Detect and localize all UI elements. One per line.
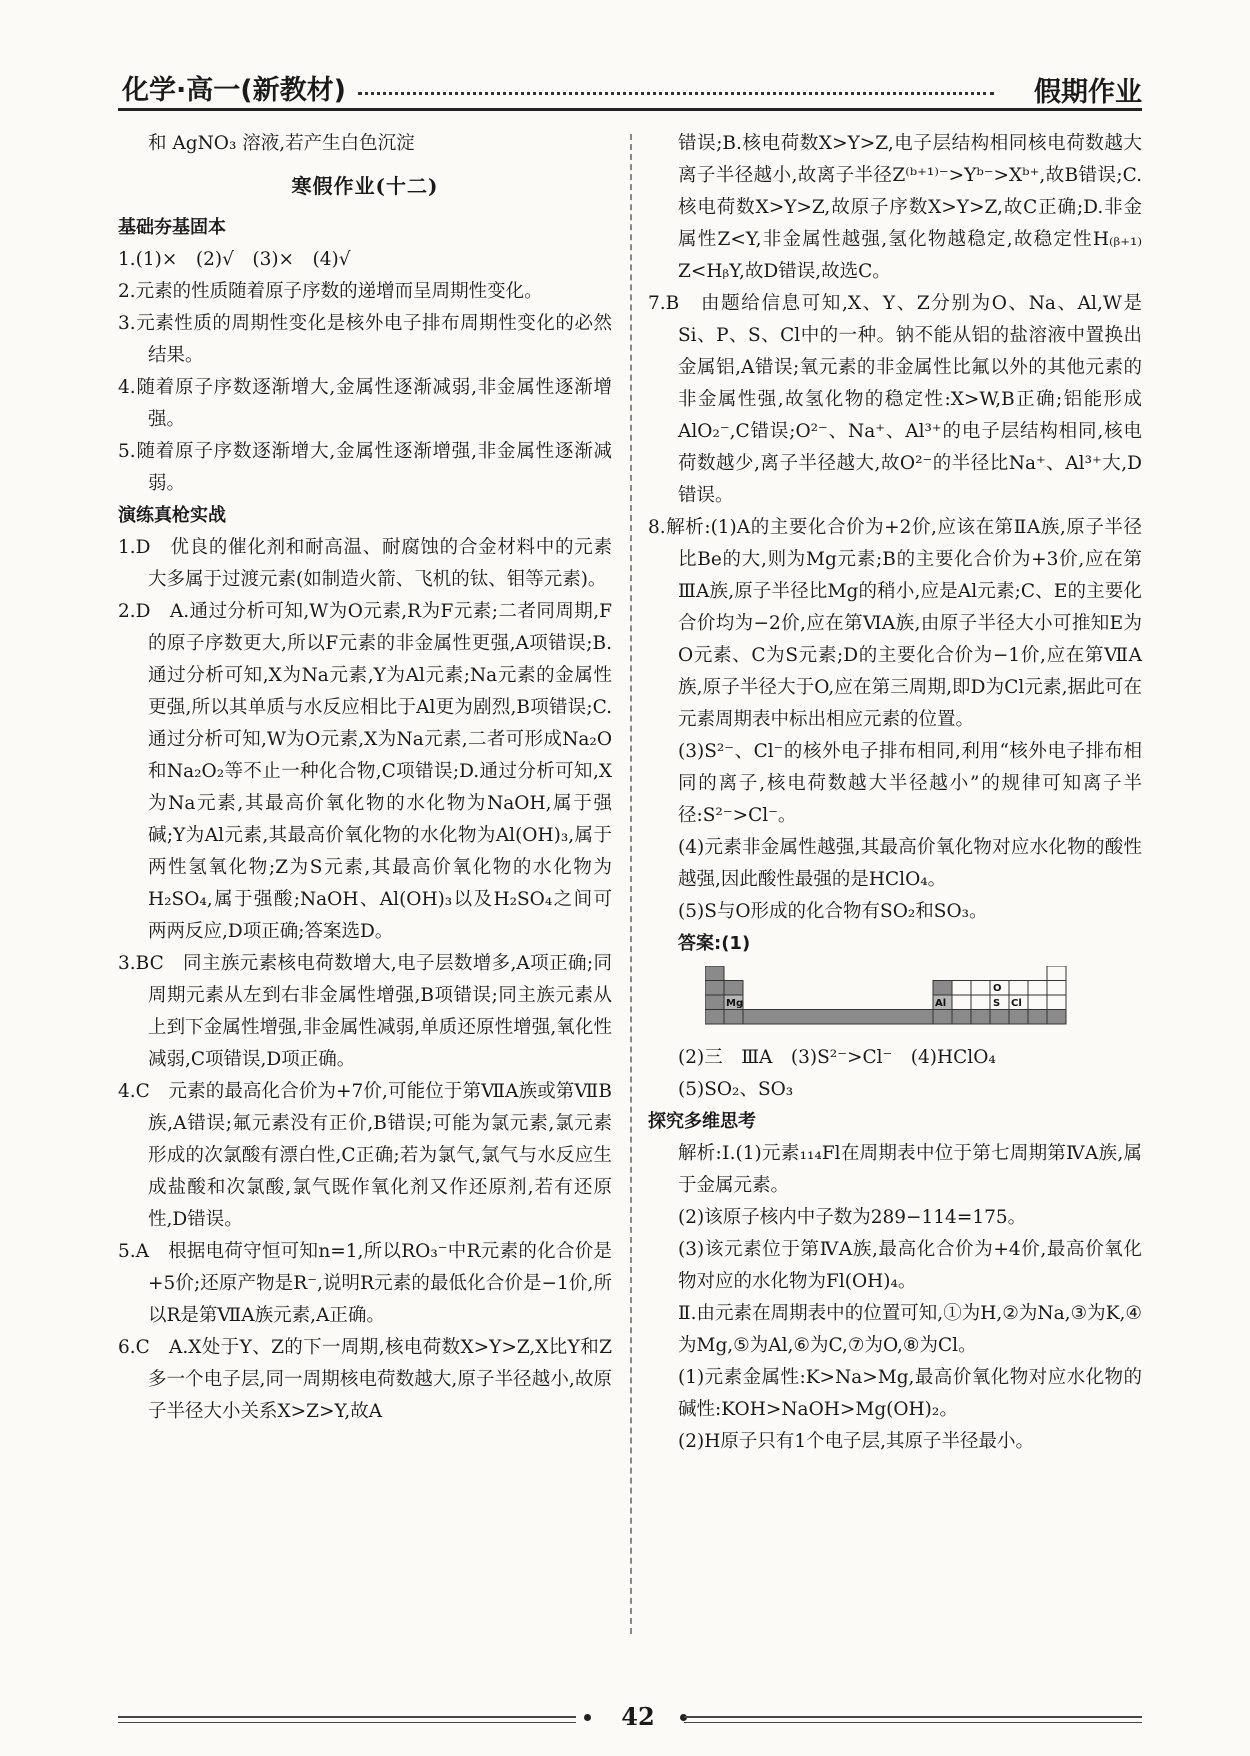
footer-rule-right-thin	[684, 1722, 1142, 1723]
continued-line: 和 AgNO₃ 溶液,若产生白色沉淀	[148, 133, 415, 154]
page-footer	[118, 1702, 1142, 1746]
header-subject-title: 化学·高一(新教材)	[122, 75, 346, 106]
answer-subpart: (4)元素非金属性越强,其最高价氧化物对应水化物的酸性越强,因此酸性最强的是HClO₄。	[678, 837, 1142, 890]
answer-subpart: (3)该元素位于第ⅣA族,最高化合价为+4价,最高价氧化物对应的水化物为Fl(OH)₄。	[678, 1239, 1142, 1292]
answer-subpart: (5)SO₂、SO₃	[678, 1079, 794, 1100]
header-series-title: 假期作业	[1034, 77, 1142, 108]
section-heading-practice: 演练真枪实战	[118, 505, 226, 526]
answer-item: 2.D A.通过分析可知,W为O元素,R为F元素;二者同周期,F的原子序数更大,所以F元素的非金属性更强,A项错误;B.通过分析可知,X为Na元素,Y为Al元素;Na元素的金属性更强,所以其单质与水反应相比于Al更为剧烈,B项错误;C.通过分析可知,W为O元素,X为Na元素,二者可形成Na₂O和Na₂O₂等不止一种化合物,C项错误;D.通过分析可知,X为Na元素,其最高价氧化物的水化物为NaOH,属于强碱;Y为Al元素,其最高价氧化物的水化物为Al(OH)₃,属于两性氢氧化物;Z为S元素,其最高价氧化物的水化物为H₂SO₄,属于强酸;NaOH、Al(OH)₃以及H₂SO₄之间可两两反应,D项正确;答案选D。	[118, 601, 612, 942]
answer-subpart: Ⅱ.由元素在周期表中的位置可知,①为H,②为Na,③为K,④为Mg,⑤为Al,⑥为C,⑦为O,⑧为Cl。	[678, 1303, 1142, 1356]
left-column	[118, 128, 612, 1428]
footer-rule-left	[118, 1716, 576, 1718]
assignment-title: 寒假作业(十二)	[291, 174, 439, 198]
pt-label-al: Al	[935, 998, 947, 1009]
page-header	[118, 66, 1142, 110]
section-heading-explore: 探究多维思考	[648, 1111, 756, 1132]
section-heading-basics: 基础夯基固本	[118, 217, 226, 238]
answer-item: 3.元素性质的周期性变化是核外电子排布周期性变化的必然结果。	[118, 313, 612, 366]
answer-subpart: (5)S与O形成的化合物有SO₂和SO₃。	[678, 901, 988, 922]
header-dotted-rule	[358, 92, 994, 95]
answer-item: 8.解析:(1)A的主要化合价为+2价,应该在第ⅡA族,原子半径比Be的大,则为Mg元素;B的主要化合价为+3价,应在第ⅢA族,原子半径比Mg的稍小,应是Al元素;C、E的主要化合价均为−2价,应在第ⅥA族,由原子半径大小可推知E为O元素、C为S元素;D的主要化合价为−1价,应在第ⅦA族,原子半径大于O,应在第三周期,即D为Cl元素,据此可在元素周期表中标出相应元素的位置。	[648, 517, 1142, 730]
right-column	[648, 128, 1142, 1458]
footer-dot-left	[584, 1714, 591, 1721]
answer-subpart: 解析:Ⅰ.(1)元素₁₁₄Fl在周期表中位于第七周期第ⅣA族,属于金属元素。	[678, 1143, 1142, 1196]
pt-label-s: S	[993, 998, 1001, 1009]
answer-subpart: (2)该原子核内中子数为289−114=175。	[678, 1207, 1027, 1228]
answer-item: 4.随着原子序数逐渐增大,金属性逐渐减弱,非金属性逐渐增强。	[118, 377, 612, 430]
periodic-table-svg	[705, 966, 1085, 1036]
column-divider	[630, 134, 632, 1634]
answer-item: 1.(1)× (2)√ (3)× (4)√	[118, 249, 351, 270]
pt-label-cl: Cl	[1011, 998, 1022, 1009]
answer-subpart: (1)元素金属性:K>Na>Mg,最高价氧化物对应水化物的碱性:KOH>NaOH>Mg(OH)₂。	[678, 1367, 1142, 1420]
answer-item: 5.随着原子序数逐渐增大,金属性逐渐增强,非金属性逐渐减弱。	[118, 441, 612, 494]
pt-transition-row	[743, 1010, 933, 1025]
answer-item: 1.D 优良的催化剂和耐高温、耐腐蚀的合金材料中的元素大多属于过渡元素(如制造火箭、飞机的钛、钼等元素)。	[118, 537, 612, 590]
answer-item: 3.BC 同主族元素核电荷数增大,电子层数增多,A项正确;同周期元素从左到右非金属性增强,B项错误;同主族元素从上到下金属性增强,非金属性减弱,单质还原性增强,氧化性减弱,C项错误,D项正确。	[118, 953, 612, 1070]
answer-item: 5.A 根据电荷守恒可知n=1,所以RO₃⁻中R元素的化合价是+5价;还原产物是R⁻,说明R元素的最低化合价是−1价,所以R是第ⅦA族元素,A正确。	[118, 1241, 612, 1326]
answer-subpart: (2)H原子只有1个电子层,其原子半径最小。	[678, 1431, 1034, 1452]
pt-label-mg: Mg	[726, 998, 744, 1009]
footer-rule-right	[684, 1716, 1142, 1718]
answer-label: 答案:(1)	[678, 933, 751, 954]
answer-item: 4.C 元素的最高化合价为+7价,可能位于第ⅦA族或第ⅦB族,A错误;氟元素没有正价,B错误;可能为氯元素,氯元素形成的次氯酸有漂白性,C正确;若为氯气,氯气与水反应生成盐酸和次氯酸,氯气既作氧化剂又作还原剂,若有还原性,D错误。	[118, 1081, 612, 1230]
answer-subpart: (3)S²⁻、Cl⁻的核外电子排布相同,利用“核外电子排布相同的离子,核电荷数越大半径越小”的规律可知离子半径:S²⁻>Cl⁻。	[678, 741, 1142, 826]
continued-paragraph: 错误;B.核电荷数X>Y>Z,电子层结构相同核电荷数越大离子半径越小,故离子半径Z⁽ᵇ⁺¹⁾⁻>Yᵇ⁻>Xᵇ⁺,故B错误;C.核电荷数X>Y>Z,故原子序数X>Y>Z,故C正确;D.非金属性Z<Y,非金属性越强,氢化物越稳定,故稳定性H₍ᵦ₊₁₎Z<HᵦY,故D错误,故选C。	[678, 133, 1142, 282]
answer-subpart: (2)三 ⅢA (3)S²⁻>Cl⁻ (4)HClO₄	[678, 1047, 996, 1068]
page-number: 42	[621, 1702, 655, 1731]
header-rule	[118, 108, 1142, 111]
pt-label-o: O	[993, 983, 1002, 994]
footer-rule-left-thin	[118, 1722, 576, 1723]
answer-item: 7.B 由题给信息可知,X、Y、Z分别为O、Na、Al,W是Si、P、S、Cl中的一种。钠不能从铝的盐溶液中置换出金属铝,A错误;氧元素的非金属性比氟以外的其他元素的非金属性强,故氢化物的稳定性:X>W,B正确;铝能形成AlO₂⁻,C错误;O²⁻、Na⁺、Al³⁺的电子层结构相同,核电荷数越少,离子半径越大,故O²⁻的半径比Na⁺、Al³⁺大,D错误。	[648, 293, 1142, 506]
periodic-table-figure	[648, 966, 1142, 1036]
answer-item: 6.C A.X处于Y、Z的下一周期,核电荷数X>Y>Z,X比Y和Z多一个电子层,同一周期核电荷数越大,原子半径越小,故原子半径大小关系X>Z>Y,故A	[118, 1337, 612, 1422]
answer-item: 2.元素的性质随着原子序数的递增而呈周期性变化。	[118, 281, 543, 302]
